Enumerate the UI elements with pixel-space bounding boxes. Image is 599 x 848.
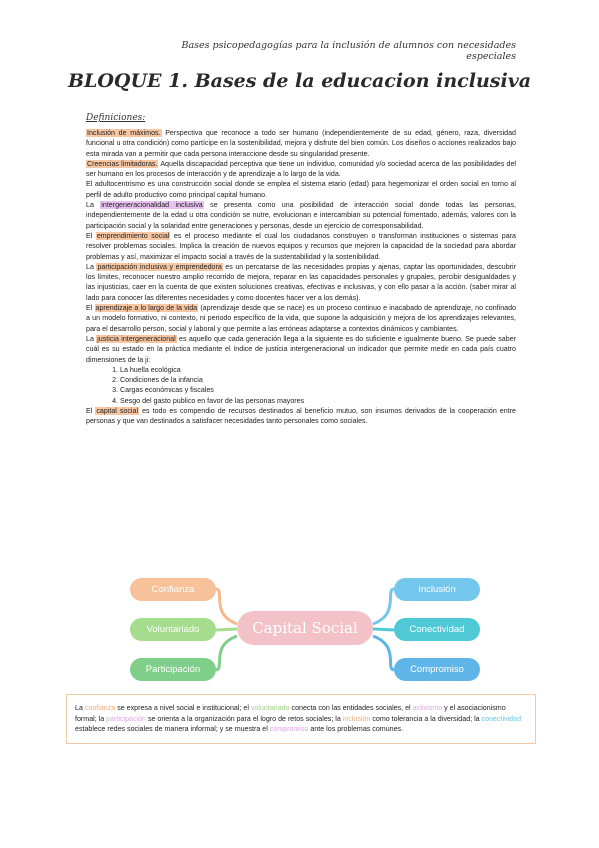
node-compromiso: Compromiso: [394, 658, 480, 681]
summary-keyword: confianza: [84, 704, 116, 712]
summary-keyword: inclusión: [342, 714, 371, 723]
summary-keyword: participación: [106, 714, 146, 723]
summary-text: y el asociacionismo formal; la: [75, 704, 506, 723]
definition-text: es todo es compendio de recursos destinados al beneficio mutuo, son insumos derivados de la cooperación entre personas y que van destinados a satisfacer necesidades tanto personales como sociales.: [86, 407, 516, 426]
list-item: 1. La huella ecológica: [120, 365, 516, 375]
node-inclusion: Inclusión: [394, 578, 480, 601]
definition-paragraph: [86, 334, 516, 365]
definition-paragraph: [86, 406, 516, 427]
node-confianza: Confianza: [130, 578, 216, 601]
definition-paragraph: [86, 159, 516, 180]
node-conectividad: Conectividad: [394, 618, 480, 641]
summary-text: establece redes sociales de manera informal; y se muestra el: [75, 725, 270, 733]
definition-text: El adultocentrismo es una construcción social donde se emplea el sistema etario (edad) para hegemonizar el orden social en torno al perfil de adulto productivo como principal capital humano.: [86, 180, 516, 199]
definition-paragraph: [86, 179, 516, 200]
definition-prefix: La: [86, 201, 101, 210]
capital-social-diagram: [130, 574, 480, 694]
definition-text: Perspectiva que reconoce a todo ser humano (independientemente de su edad, género, raza, diversidad funcional u otra condición) como partícipe en la sostenibilidad, mejora y disfrute del bien común. Los diseños o acciones realizados bajo esta mirada van a permitir que cada persona interaccione desde su singularidad presente.: [86, 129, 516, 158]
definition-paragraph: [86, 231, 516, 262]
definition-prefix: El: [86, 231, 96, 240]
page-header: Bases psicopedagogías para la inclusión de alumnos con necesidades especiales: [181, 40, 516, 62]
node-capital-social: Capital Social: [237, 611, 373, 645]
term-highlight: aprendizaje a lo largo de la vida: [95, 304, 198, 313]
term-highlight: justicia intergeneracional: [97, 334, 176, 343]
definition-prefix: La: [86, 262, 97, 271]
summary-text: conecta con las entidades sociales, el: [289, 704, 413, 712]
section-title: Definiciones:: [86, 113, 146, 123]
summary-keyword: compromiso: [269, 725, 309, 733]
dimensions-list: [86, 365, 516, 406]
summary-text: ante los problemas comunes.: [308, 725, 404, 733]
summary-text: se orienta a la organización para el logro de retos sociales; la: [145, 714, 343, 723]
summary-text: La: [75, 704, 85, 712]
definition-prefix: La: [86, 334, 97, 343]
node-participacion: Participación: [130, 658, 216, 681]
definition-text: Aquella discapacidad perceptiva que tiene un individuo, comunidad y/o sociedad acerca de las posibilidades del ser humano en los procesos de interacción y de aprendizaje a lo largo de la vida.: [86, 159, 516, 179]
term-highlight: participación inclusiva y emprendedora: [97, 262, 222, 271]
definition-paragraph: [86, 303, 516, 334]
summary-box: [66, 694, 536, 744]
definition-text: es un percatarse de las necesidades propias y ajenas, captar las oportunidades, descubrir los límites, reconocer nuestro amplio recorrido de mejora, reparar en las capacidades personales y grupales, percibir desigualdades y las injusticias, caer en la cuenta de que existen soluciones creativas, efectivas e inclusivas, y con ello pasar a la acción. (saber mirar al lado para conocer las diferentes necesidades y como docentes hacer ver a los demás).: [86, 262, 516, 302]
list-item: 4. Sesgo del gasto publico en favor de las personas mayores: [120, 396, 516, 406]
summary-text: se expresa a nivel social e institucional; el: [115, 704, 251, 712]
term-highlight: capital social: [96, 407, 139, 416]
definition-paragraph: [86, 262, 516, 303]
definition-text: se presenta como una posibilidad de interacción social donde todas las personas, independientemente de la edad u otra condición se nutre, evolucionan e intercambian su potencial fomentado, además, valores con la participación social y la solaridad entre generaciones y personas, desde un ejercicio de corresponsabilidad.: [86, 201, 516, 230]
term-highlight: emprendimiento social: [96, 231, 170, 240]
definition-paragraph: [86, 128, 516, 159]
definition-text: es aquello que cada generación llega a la siguiente es do suficiente e igualmente bueno. Se puede saber cuál es su estado en la práctica mediante el índice de justicia intergeneracional un indicador que permite medir en cada país cuatro dimensiones de la ji:: [86, 334, 516, 364]
summary-text: como tolerancia a la diversidad; la: [370, 714, 482, 723]
node-voluntariado: Voluntariado: [130, 618, 216, 641]
term-highlight: intergeneracionalidad inclusiva: [101, 201, 203, 210]
list-item: 2. Condiciones de la infancia: [120, 375, 516, 385]
summary-keyword: voluntariado: [250, 704, 290, 712]
term-highlight: Inclusión de máximos.: [87, 129, 161, 137]
definition-text: (aprendizaje desde que se nace) es un proceso continuo e inacabado de aprendizaje, no confinado a un modelo formativo, ni contexto, ni periodo específico de la vida, que supone la adquisición y mejora de los aprendizajes relevantes, para el desarrollo person, social y laboral y que permite a las erróneas adaptarse a contextos dinámicos y cambiantes.: [86, 304, 516, 333]
definition-prefix: El: [86, 407, 96, 416]
page-title: BLOQUE 1. Bases de la educacion inclusiva: [67, 70, 532, 92]
definition-paragraph: [86, 200, 516, 231]
definition-text: es el proceso mediante el cual los ciudadanos construyen o transforman instituciones o sistemas para resolver problemas sociales. Implica la creación de nuevos equipos y recursos que mejoren la capacidad de la sociedad para abordar problemas y así, maximizar el impacto social a través de la sustentabilidad y la sostenibilidad.: [86, 231, 516, 261]
summary-keyword: conectividad: [481, 714, 522, 723]
definition-prefix: El: [86, 304, 95, 313]
list-item: 3. Cargas económicas y fiscales: [120, 385, 516, 395]
definitions-body: [86, 128, 516, 427]
term-highlight: Creencias limitadoras.: [87, 159, 158, 168]
summary-keyword: activismo: [412, 704, 443, 712]
